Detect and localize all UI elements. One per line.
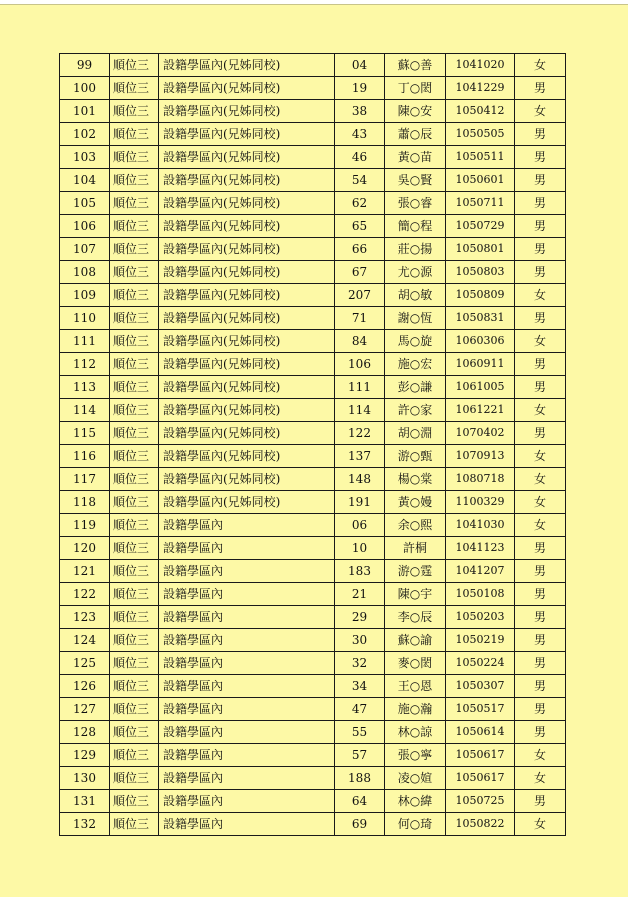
eligibility-category-cell: 設籍學區內 bbox=[159, 583, 335, 606]
birth-date-cell: 1050617 bbox=[446, 744, 515, 767]
priority-rank-cell: 順位三 bbox=[110, 583, 159, 606]
applicant-code-cell: 54 bbox=[335, 169, 385, 192]
priority-rank-cell: 順位三 bbox=[110, 215, 159, 238]
student-name-cell: 蘇○諭 bbox=[385, 629, 446, 652]
student-name-cell: 麥○閎 bbox=[385, 652, 446, 675]
birth-date-cell: 1050219 bbox=[446, 629, 515, 652]
row-number-cell: 124 bbox=[60, 629, 110, 652]
eligibility-category-cell: 設籍學區內 bbox=[159, 606, 335, 629]
applicant-code-cell: 04 bbox=[335, 54, 385, 77]
eligibility-category-cell: 設籍學區內(兄姊同校) bbox=[159, 422, 335, 445]
eligibility-category-cell: 設籍學區內(兄姊同校) bbox=[159, 54, 335, 77]
eligibility-category-cell: 設籍學區內 bbox=[159, 813, 335, 836]
applicant-code-cell: 57 bbox=[335, 744, 385, 767]
student-name-cell: 黃○苗 bbox=[385, 146, 446, 169]
row-number-cell: 112 bbox=[60, 353, 110, 376]
student-name-cell: 胡○敏 bbox=[385, 284, 446, 307]
eligibility-category-cell: 設籍學區內 bbox=[159, 675, 335, 698]
gender-cell: 女 bbox=[515, 468, 566, 491]
gender-cell: 女 bbox=[515, 491, 566, 514]
table-row bbox=[60, 215, 566, 238]
priority-rank-cell: 順位三 bbox=[110, 606, 159, 629]
birth-date-cell: 1050831 bbox=[446, 307, 515, 330]
gender-cell: 女 bbox=[515, 514, 566, 537]
row-number-cell: 121 bbox=[60, 560, 110, 583]
row-number-cell: 107 bbox=[60, 238, 110, 261]
row-number-cell: 116 bbox=[60, 445, 110, 468]
row-number-cell: 125 bbox=[60, 652, 110, 675]
birth-date-cell: 1041123 bbox=[446, 537, 515, 560]
applicant-code-cell: 29 bbox=[335, 606, 385, 629]
table-row bbox=[60, 123, 566, 146]
gender-cell: 男 bbox=[515, 606, 566, 629]
table-row bbox=[60, 767, 566, 790]
birth-date-cell: 1050511 bbox=[446, 146, 515, 169]
row-number-cell: 105 bbox=[60, 192, 110, 215]
priority-rank-cell: 順位三 bbox=[110, 100, 159, 123]
eligibility-category-cell: 設籍學區內 bbox=[159, 744, 335, 767]
table-row bbox=[60, 422, 566, 445]
eligibility-category-cell: 設籍學區內 bbox=[159, 560, 335, 583]
eligibility-category-cell: 設籍學區內(兄姊同校) bbox=[159, 261, 335, 284]
eligibility-category-cell: 設籍學區內(兄姊同校) bbox=[159, 307, 335, 330]
applicant-code-cell: 191 bbox=[335, 491, 385, 514]
birth-date-cell: 1050505 bbox=[446, 123, 515, 146]
student-name-cell: 彭○謙 bbox=[385, 376, 446, 399]
birth-date-cell: 1050617 bbox=[446, 767, 515, 790]
row-number-cell: 120 bbox=[60, 537, 110, 560]
birth-date-cell: 1060306 bbox=[446, 330, 515, 353]
gender-cell: 女 bbox=[515, 767, 566, 790]
gender-cell: 男 bbox=[515, 238, 566, 261]
table-row bbox=[60, 192, 566, 215]
birth-date-cell: 1050224 bbox=[446, 652, 515, 675]
gender-cell: 男 bbox=[515, 169, 566, 192]
priority-rank-cell: 順位三 bbox=[110, 514, 159, 537]
student-name-cell: 施○宏 bbox=[385, 353, 446, 376]
priority-rank-cell: 順位三 bbox=[110, 77, 159, 100]
applicant-code-cell: 46 bbox=[335, 146, 385, 169]
gender-cell: 男 bbox=[515, 698, 566, 721]
eligibility-category-cell: 設籍學區內 bbox=[159, 629, 335, 652]
priority-rank-cell: 順位三 bbox=[110, 399, 159, 422]
student-name-cell: 黃○嫚 bbox=[385, 491, 446, 514]
priority-rank-cell: 順位三 bbox=[110, 192, 159, 215]
table-row bbox=[60, 813, 566, 836]
priority-rank-cell: 順位三 bbox=[110, 330, 159, 353]
priority-rank-cell: 順位三 bbox=[110, 790, 159, 813]
eligibility-category-cell: 設籍學區內(兄姊同校) bbox=[159, 330, 335, 353]
applicant-code-cell: 38 bbox=[335, 100, 385, 123]
priority-rank-cell: 順位三 bbox=[110, 537, 159, 560]
birth-date-cell: 1100329 bbox=[446, 491, 515, 514]
table-row bbox=[60, 721, 566, 744]
row-number-cell: 119 bbox=[60, 514, 110, 537]
birth-date-cell: 1061005 bbox=[446, 376, 515, 399]
student-name-cell: 莊○揚 bbox=[385, 238, 446, 261]
priority-rank-cell: 順位三 bbox=[110, 767, 159, 790]
eligibility-category-cell: 設籍學區內(兄姊同校) bbox=[159, 468, 335, 491]
row-number-cell: 103 bbox=[60, 146, 110, 169]
applicant-code-cell: 30 bbox=[335, 629, 385, 652]
priority-rank-cell: 順位三 bbox=[110, 422, 159, 445]
table-row bbox=[60, 146, 566, 169]
row-number-cell: 114 bbox=[60, 399, 110, 422]
applicant-code-cell: 10 bbox=[335, 537, 385, 560]
row-number-cell: 109 bbox=[60, 284, 110, 307]
birth-date-cell: 1050307 bbox=[446, 675, 515, 698]
gender-cell: 男 bbox=[515, 77, 566, 100]
gender-cell: 男 bbox=[515, 353, 566, 376]
row-number-cell: 132 bbox=[60, 813, 110, 836]
table-row bbox=[60, 330, 566, 353]
student-name-cell: 林○諒 bbox=[385, 721, 446, 744]
applicant-code-cell: 183 bbox=[335, 560, 385, 583]
priority-rank-cell: 順位三 bbox=[110, 698, 159, 721]
applicant-code-cell: 114 bbox=[335, 399, 385, 422]
birth-date-cell: 1060911 bbox=[446, 353, 515, 376]
applicant-code-cell: 21 bbox=[335, 583, 385, 606]
student-name-cell: 楊○棠 bbox=[385, 468, 446, 491]
table-row bbox=[60, 583, 566, 606]
table-row bbox=[60, 353, 566, 376]
eligibility-category-cell: 設籍學區內(兄姊同校) bbox=[159, 215, 335, 238]
eligibility-category-cell: 設籍學區內 bbox=[159, 652, 335, 675]
student-name-cell: 馬○旋 bbox=[385, 330, 446, 353]
applicant-code-cell: 43 bbox=[335, 123, 385, 146]
applicant-code-cell: 32 bbox=[335, 652, 385, 675]
applicant-code-cell: 67 bbox=[335, 261, 385, 284]
row-number-cell: 111 bbox=[60, 330, 110, 353]
gender-cell: 女 bbox=[515, 445, 566, 468]
applicant-code-cell: 188 bbox=[335, 767, 385, 790]
birth-date-cell: 1050725 bbox=[446, 790, 515, 813]
table-row bbox=[60, 54, 566, 77]
student-name-cell: 胡○淵 bbox=[385, 422, 446, 445]
applicant-code-cell: 137 bbox=[335, 445, 385, 468]
table-row bbox=[60, 744, 566, 767]
eligibility-category-cell: 設籍學區內(兄姊同校) bbox=[159, 353, 335, 376]
gender-cell: 男 bbox=[515, 675, 566, 698]
student-name-cell: 許桐 bbox=[385, 537, 446, 560]
birth-date-cell: 1041030 bbox=[446, 514, 515, 537]
table-row bbox=[60, 537, 566, 560]
eligibility-category-cell: 設籍學區內 bbox=[159, 790, 335, 813]
priority-rank-cell: 順位三 bbox=[110, 629, 159, 652]
student-name-cell: 蘇○善 bbox=[385, 54, 446, 77]
birth-date-cell: 1050809 bbox=[446, 284, 515, 307]
priority-rank-cell: 順位三 bbox=[110, 54, 159, 77]
applicant-code-cell: 47 bbox=[335, 698, 385, 721]
row-number-cell: 108 bbox=[60, 261, 110, 284]
gender-cell: 女 bbox=[515, 330, 566, 353]
priority-rank-cell: 順位三 bbox=[110, 468, 159, 491]
eligibility-category-cell: 設籍學區內(兄姊同校) bbox=[159, 445, 335, 468]
applicant-code-cell: 66 bbox=[335, 238, 385, 261]
birth-date-cell: 1050803 bbox=[446, 261, 515, 284]
eligibility-category-cell: 設籍學區內 bbox=[159, 721, 335, 744]
table-row bbox=[60, 606, 566, 629]
gender-cell: 女 bbox=[515, 54, 566, 77]
priority-rank-cell: 順位三 bbox=[110, 560, 159, 583]
table-row bbox=[60, 445, 566, 468]
gender-cell: 女 bbox=[515, 399, 566, 422]
eligibility-category-cell: 設籍學區內(兄姊同校) bbox=[159, 399, 335, 422]
row-number-cell: 106 bbox=[60, 215, 110, 238]
table-row bbox=[60, 399, 566, 422]
table-row bbox=[60, 560, 566, 583]
gender-cell: 男 bbox=[515, 629, 566, 652]
table-row bbox=[60, 652, 566, 675]
row-number-cell: 131 bbox=[60, 790, 110, 813]
student-name-cell: 陳○宇 bbox=[385, 583, 446, 606]
gender-cell: 男 bbox=[515, 123, 566, 146]
gender-cell: 男 bbox=[515, 215, 566, 238]
row-number-cell: 130 bbox=[60, 767, 110, 790]
row-number-cell: 128 bbox=[60, 721, 110, 744]
birth-date-cell: 1080718 bbox=[446, 468, 515, 491]
eligibility-category-cell: 設籍學區內(兄姊同校) bbox=[159, 238, 335, 261]
eligibility-category-cell: 設籍學區內(兄姊同校) bbox=[159, 77, 335, 100]
applicant-code-cell: 148 bbox=[335, 468, 385, 491]
gender-cell: 男 bbox=[515, 422, 566, 445]
row-number-cell: 126 bbox=[60, 675, 110, 698]
gender-cell: 男 bbox=[515, 261, 566, 284]
priority-rank-cell: 順位三 bbox=[110, 261, 159, 284]
row-number-cell: 129 bbox=[60, 744, 110, 767]
table-row bbox=[60, 238, 566, 261]
birth-date-cell: 1050203 bbox=[446, 606, 515, 629]
gender-cell: 男 bbox=[515, 376, 566, 399]
priority-rank-cell: 順位三 bbox=[110, 353, 159, 376]
student-name-cell: 許○家 bbox=[385, 399, 446, 422]
row-number-cell: 127 bbox=[60, 698, 110, 721]
table-row bbox=[60, 468, 566, 491]
priority-rank-cell: 順位三 bbox=[110, 376, 159, 399]
applicant-code-cell: 122 bbox=[335, 422, 385, 445]
birth-date-cell: 1041020 bbox=[446, 54, 515, 77]
birth-date-cell: 1050412 bbox=[446, 100, 515, 123]
applicant-code-cell: 65 bbox=[335, 215, 385, 238]
student-name-cell: 游○霆 bbox=[385, 560, 446, 583]
birth-date-cell: 1050517 bbox=[446, 698, 515, 721]
row-number-cell: 117 bbox=[60, 468, 110, 491]
eligibility-category-cell: 設籍學區內 bbox=[159, 767, 335, 790]
birth-date-cell: 1050601 bbox=[446, 169, 515, 192]
eligibility-category-cell: 設籍學區內 bbox=[159, 698, 335, 721]
table-row bbox=[60, 307, 566, 330]
student-name-cell: 尤○源 bbox=[385, 261, 446, 284]
eligibility-category-cell: 設籍學區內(兄姊同校) bbox=[159, 123, 335, 146]
priority-rank-cell: 順位三 bbox=[110, 813, 159, 836]
birth-date-cell: 1070913 bbox=[446, 445, 515, 468]
applicant-code-cell: 64 bbox=[335, 790, 385, 813]
applicant-code-cell: 62 bbox=[335, 192, 385, 215]
gender-cell: 男 bbox=[515, 790, 566, 813]
birth-date-cell: 1050711 bbox=[446, 192, 515, 215]
priority-rank-cell: 順位三 bbox=[110, 652, 159, 675]
birth-date-cell: 1050822 bbox=[446, 813, 515, 836]
student-name-cell: 謝○恆 bbox=[385, 307, 446, 330]
row-number-cell: 123 bbox=[60, 606, 110, 629]
student-name-cell: 林○緯 bbox=[385, 790, 446, 813]
table-row bbox=[60, 629, 566, 652]
row-number-cell: 118 bbox=[60, 491, 110, 514]
table-row bbox=[60, 698, 566, 721]
birth-date-cell: 1041207 bbox=[446, 560, 515, 583]
table-row bbox=[60, 284, 566, 307]
gender-cell: 男 bbox=[515, 583, 566, 606]
row-number-cell: 115 bbox=[60, 422, 110, 445]
table-row bbox=[60, 77, 566, 100]
row-number-cell: 99 bbox=[60, 54, 110, 77]
eligibility-category-cell: 設籍學區內(兄姊同校) bbox=[159, 491, 335, 514]
student-name-cell: 簡○程 bbox=[385, 215, 446, 238]
row-number-cell: 113 bbox=[60, 376, 110, 399]
applicant-code-cell: 71 bbox=[335, 307, 385, 330]
priority-rank-cell: 順位三 bbox=[110, 123, 159, 146]
student-name-cell: 陳○安 bbox=[385, 100, 446, 123]
gender-cell: 男 bbox=[515, 537, 566, 560]
priority-rank-cell: 順位三 bbox=[110, 445, 159, 468]
student-name-cell: 李○辰 bbox=[385, 606, 446, 629]
student-name-cell: 余○熙 bbox=[385, 514, 446, 537]
student-name-cell: 張○睿 bbox=[385, 192, 446, 215]
student-name-cell: 何○琦 bbox=[385, 813, 446, 836]
applicant-code-cell: 06 bbox=[335, 514, 385, 537]
eligibility-category-cell: 設籍學區內 bbox=[159, 514, 335, 537]
birth-date-cell: 1050729 bbox=[446, 215, 515, 238]
applicant-code-cell: 207 bbox=[335, 284, 385, 307]
priority-rank-cell: 順位三 bbox=[110, 284, 159, 307]
row-number-cell: 101 bbox=[60, 100, 110, 123]
gender-cell: 男 bbox=[515, 146, 566, 169]
student-name-cell: 凌○媗 bbox=[385, 767, 446, 790]
birth-date-cell: 1050801 bbox=[446, 238, 515, 261]
applicant-code-cell: 106 bbox=[335, 353, 385, 376]
birth-date-cell: 1050614 bbox=[446, 721, 515, 744]
student-name-cell: 游○甄 bbox=[385, 445, 446, 468]
student-name-cell: 吳○賢 bbox=[385, 169, 446, 192]
priority-rank-cell: 順位三 bbox=[110, 491, 159, 514]
gender-cell: 男 bbox=[515, 307, 566, 330]
applicant-code-cell: 111 bbox=[335, 376, 385, 399]
gender-cell: 女 bbox=[515, 284, 566, 307]
eligibility-category-cell: 設籍學區內(兄姊同校) bbox=[159, 376, 335, 399]
table-row bbox=[60, 261, 566, 284]
priority-rank-cell: 順位三 bbox=[110, 146, 159, 169]
gender-cell: 男 bbox=[515, 560, 566, 583]
applicant-code-cell: 84 bbox=[335, 330, 385, 353]
table-row bbox=[60, 169, 566, 192]
row-number-cell: 102 bbox=[60, 123, 110, 146]
birth-date-cell: 1041229 bbox=[446, 77, 515, 100]
gender-cell: 男 bbox=[515, 721, 566, 744]
eligibility-category-cell: 設籍學區內(兄姊同校) bbox=[159, 192, 335, 215]
priority-rank-cell: 順位三 bbox=[110, 307, 159, 330]
row-number-cell: 104 bbox=[60, 169, 110, 192]
applicant-code-cell: 69 bbox=[335, 813, 385, 836]
eligibility-category-cell: 設籍學區內 bbox=[159, 537, 335, 560]
page-top-edge bbox=[0, 0, 631, 5]
student-name-cell: 丁○閎 bbox=[385, 77, 446, 100]
priority-rank-cell: 順位三 bbox=[110, 721, 159, 744]
gender-cell: 男 bbox=[515, 652, 566, 675]
gender-cell: 女 bbox=[515, 100, 566, 123]
table-row bbox=[60, 376, 566, 399]
student-name-cell: 蕭○辰 bbox=[385, 123, 446, 146]
eligibility-category-cell: 設籍學區內(兄姊同校) bbox=[159, 146, 335, 169]
gender-cell: 女 bbox=[515, 744, 566, 767]
priority-rank-cell: 順位三 bbox=[110, 238, 159, 261]
student-name-cell: 張○寧 bbox=[385, 744, 446, 767]
student-name-cell: 王○恩 bbox=[385, 675, 446, 698]
birth-date-cell: 1050108 bbox=[446, 583, 515, 606]
priority-rank-cell: 順位三 bbox=[110, 169, 159, 192]
table-row bbox=[60, 675, 566, 698]
table-row bbox=[60, 514, 566, 537]
table-row bbox=[60, 790, 566, 813]
table-row bbox=[60, 491, 566, 514]
row-number-cell: 110 bbox=[60, 307, 110, 330]
gender-cell: 男 bbox=[515, 192, 566, 215]
birth-date-cell: 1061221 bbox=[446, 399, 515, 422]
table-row bbox=[60, 100, 566, 123]
table-body bbox=[60, 54, 566, 836]
student-name-cell: 施○瀚 bbox=[385, 698, 446, 721]
priority-rank-cell: 順位三 bbox=[110, 744, 159, 767]
priority-rank-cell: 順位三 bbox=[110, 675, 159, 698]
applicant-code-cell: 34 bbox=[335, 675, 385, 698]
eligibility-category-cell: 設籍學區內(兄姊同校) bbox=[159, 169, 335, 192]
row-number-cell: 122 bbox=[60, 583, 110, 606]
enrollment-table bbox=[59, 53, 566, 836]
birth-date-cell: 1070402 bbox=[446, 422, 515, 445]
row-number-cell: 100 bbox=[60, 77, 110, 100]
gender-cell: 女 bbox=[515, 813, 566, 836]
eligibility-category-cell: 設籍學區內(兄姊同校) bbox=[159, 100, 335, 123]
applicant-code-cell: 55 bbox=[335, 721, 385, 744]
eligibility-category-cell: 設籍學區內(兄姊同校) bbox=[159, 284, 335, 307]
applicant-code-cell: 19 bbox=[335, 77, 385, 100]
